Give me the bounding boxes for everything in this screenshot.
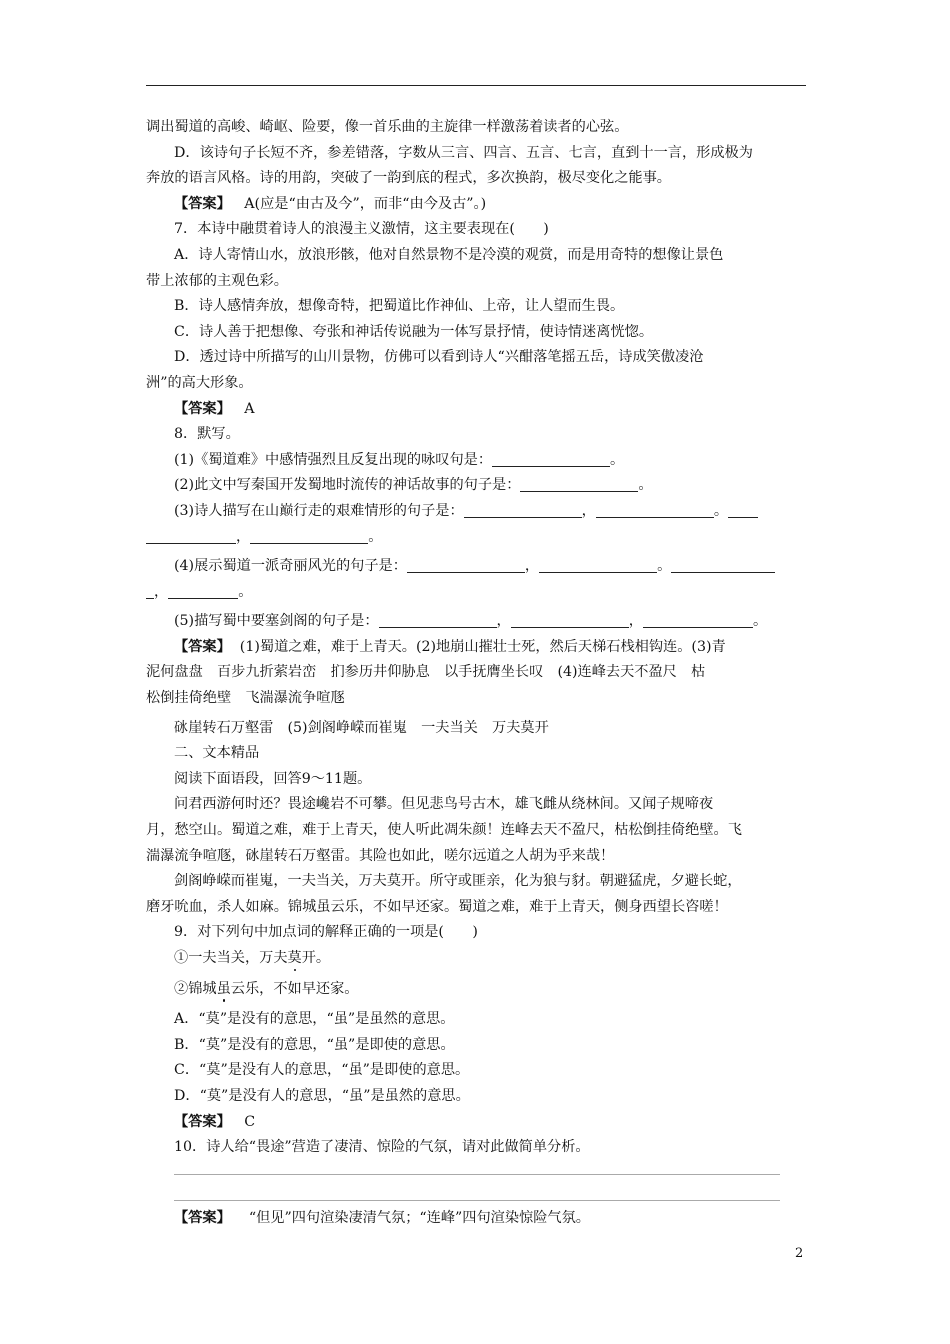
q7-option-b: B．诗人感情奔放，想像奇特，把蜀道比作神仙、上帝，让人望而生畏。 [174, 298, 625, 315]
option-d-line1: D．该诗句子长短不齐，参差错落，字数从三言、四言、五言、七言，直到十一言，形成极为 [174, 144, 753, 161]
q8-item-1 [146, 448, 808, 474]
fill-blank[interactable] [407, 556, 525, 573]
fill-blank[interactable] [511, 611, 629, 628]
fill-blank[interactable] [728, 501, 758, 518]
punct: 。 [610, 451, 625, 468]
answer-text: C [244, 1113, 256, 1130]
q8-item-2-text: (2)此文中写秦国开发蜀地时流传的神话故事的句子是： [174, 477, 521, 494]
punct: 。 [752, 613, 768, 630]
punct: ， [628, 613, 643, 630]
punct: ， [154, 583, 169, 600]
answer-label: 【答案】 [174, 400, 231, 417]
fill-blank[interactable] [539, 556, 657, 573]
answer-8-line2: 泥何盘盘 百步九折萦岩峦 扪参历井仰胁息 以手抚膺坐长叹 (4)连峰去天不盈尺 枯 [146, 664, 706, 681]
fill-blank[interactable] [379, 611, 497, 628]
fill-blank[interactable] [168, 582, 238, 599]
answer-line[interactable] [174, 1161, 780, 1175]
punct: 。 [638, 477, 653, 494]
text-line: 调出蜀道的高峻、崎岖、险要，像一首乐曲的主旋律一样激荡着读者的心弦。 [146, 119, 629, 135]
answer-label: 【答案】 [174, 195, 231, 212]
answer-label: 【答案】 [174, 1113, 231, 1130]
reading-intro: 阅读下面语段，回答9～11题。 [174, 770, 372, 787]
question-10: 10．诗人给“畏途”营造了凄清、惊险的气氛，请对此做简单分析。 [174, 1139, 590, 1156]
answer-8-line3: 松倒挂倚绝壁 飞湍瀑流争喧豗 [146, 690, 345, 707]
q8-item-1-text: (1)《蜀道难》中感情强烈且反复出现的咏叹句是： [174, 451, 493, 468]
q7-option-a-line2: 带上浓郁的主观色彩。 [146, 272, 288, 289]
punct: 。 [368, 528, 383, 545]
answer-label: 【答案】 [174, 638, 231, 655]
q9-option-c: C．“莫”是没有人的意思，“虽”是即使的意思。 [174, 1062, 470, 1079]
q7-option-a-line1: A．诗人寄情山水，放浪形骸，他对自然景物不是冷漠的观赏，而是用奇特的想像让景色 [174, 246, 724, 263]
fill-blank[interactable] [643, 611, 753, 628]
answer-text: “但见”四句渲染凄清气氛；“连峰”四句渲染惊险气氛。 [248, 1209, 590, 1226]
punct: 。 [657, 558, 672, 575]
answer-text: A [244, 400, 255, 417]
q8-item-3-cont [146, 525, 808, 551]
q9-option-b: B．“莫”是没有的意思，“虽”是即使的意思。 [174, 1036, 455, 1053]
q7-option-d-line2: 洲”的高大形象。 [146, 374, 253, 391]
answer-8-line1 [146, 635, 808, 661]
q9-sentence-1 [146, 946, 808, 972]
q8-item-4-cont [146, 580, 808, 606]
punct: ， [496, 613, 511, 630]
question-7: 7．本诗中融贯着诗人的浪漫主义激情，这主要表现在( ) [174, 221, 549, 238]
question-8: 8．默写。 [174, 426, 240, 443]
q8-item-3-text: (3)诗人描写在山巅行走的艰难情形的句子是： [174, 502, 464, 519]
page-number: 2 [795, 1246, 804, 1261]
answer-label: 【答案】 [174, 1209, 231, 1226]
passage-line: 剑阁峥嵘而崔嵬，一夫当关，万夫莫开。所守或匪亲，化为狼与豺。朝避猛虎，夕避长蛇， [174, 873, 742, 890]
q8-item-2 [146, 473, 808, 499]
fill-blank[interactable] [671, 556, 775, 573]
fill-blank[interactable] [250, 527, 368, 544]
punct: ， [581, 502, 596, 519]
sentence-text: ②锦城 [174, 980, 217, 997]
q9-option-d: D．“莫”是没有人的意思，“虽”是虽然的意思。 [174, 1087, 470, 1104]
punct: 。 [238, 583, 253, 600]
answer-8-line4: 砯崖转石万壑雷 (5)剑阁峥嵘而崔嵬 一夫当关 万夫莫开 [174, 719, 549, 736]
passage-line: 湍瀑流争喧豗，砯崖转石万壑雷。其险也如此，嗟尔远道之人胡为乎来哉！ [146, 847, 615, 864]
punct: ， [236, 528, 251, 545]
q9-sentence-2 [146, 977, 808, 1003]
q8-item-3 [146, 499, 808, 525]
dotted-word: 虽 [216, 980, 231, 997]
sentence-text: ①一夫当关，万夫 [174, 950, 288, 966]
passage-line: 问君西游何时还？畏途巉岩不可攀。但见悲鸟号古木，雄飞雌从绕林间。又闻子规啼夜 [174, 796, 714, 813]
fill-blank[interactable] [492, 450, 610, 467]
option-d-line2: 奔放的语言风格。诗的用韵，突破了一韵到底的程式，多次换韵，极尽变化之能事。 [146, 170, 671, 187]
answer-6 [146, 192, 808, 218]
q7-option-d-line1: D．透过诗中所描写的山川景物，仿佛可以看到诗人“兴酣落笔摇五岳，诗成笑傲凌沧 [174, 349, 704, 366]
answer-text: A(应是“由古及今”，而非“由今及古”。) [244, 195, 487, 212]
question-9: 9．对下列句中加点词的解释正确的一项是( ) [174, 924, 478, 941]
passage-line: 月，愁空山。蜀道之难，难于上青天，使人听此凋朱颜！连峰去天不盈尺，枯松倒挂倚绝壁。飞 [146, 822, 742, 839]
q8-item-4-text: (4)展示蜀道一派奇丽风光的句子是： [174, 558, 407, 575]
fill-blank[interactable] [520, 475, 638, 492]
header-rule [146, 85, 806, 86]
section-heading: 二、文本精品 [174, 745, 260, 762]
fill-blank[interactable] [146, 527, 236, 544]
answer-10 [146, 1206, 808, 1232]
document-body [146, 115, 808, 1231]
answer-line[interactable] [174, 1187, 780, 1201]
dotted-word: 莫 [287, 950, 302, 966]
q8-item-5-text: (5)描写蜀中要塞剑阁的句子是： [174, 613, 379, 630]
q8-item-5 [146, 609, 808, 635]
fill-blank[interactable] [596, 501, 714, 518]
sentence-text: 云乐，不如早还家。 [230, 980, 359, 997]
answer-text: (1)蜀道之难，难于上青天。(2)地崩山摧壮士死，然后天梯石栈相钩连。(3)青 [239, 638, 726, 655]
sentence-text: 开。 [301, 950, 331, 966]
q7-option-c: C．诗人善于把想像、夸张和神话传说融为一体写景抒情，使诗情迷离恍惚。 [174, 323, 654, 340]
answer-9 [146, 1110, 808, 1136]
answer-7 [146, 397, 808, 423]
fill-blank[interactable] [146, 582, 154, 599]
q8-item-4 [146, 554, 808, 580]
q9-option-a: A．“莫”是没有的意思，“虽”是虽然的意思。 [174, 1011, 455, 1028]
passage-line: 磨牙吮血，杀人如麻。锦城虽云乐，不如早还家。蜀道之难，难于上青天，侧身西望长咨嗟！ [146, 898, 728, 915]
fill-blank[interactable] [464, 501, 582, 518]
punct: 。 [713, 502, 729, 519]
punct: ， [524, 558, 540, 575]
